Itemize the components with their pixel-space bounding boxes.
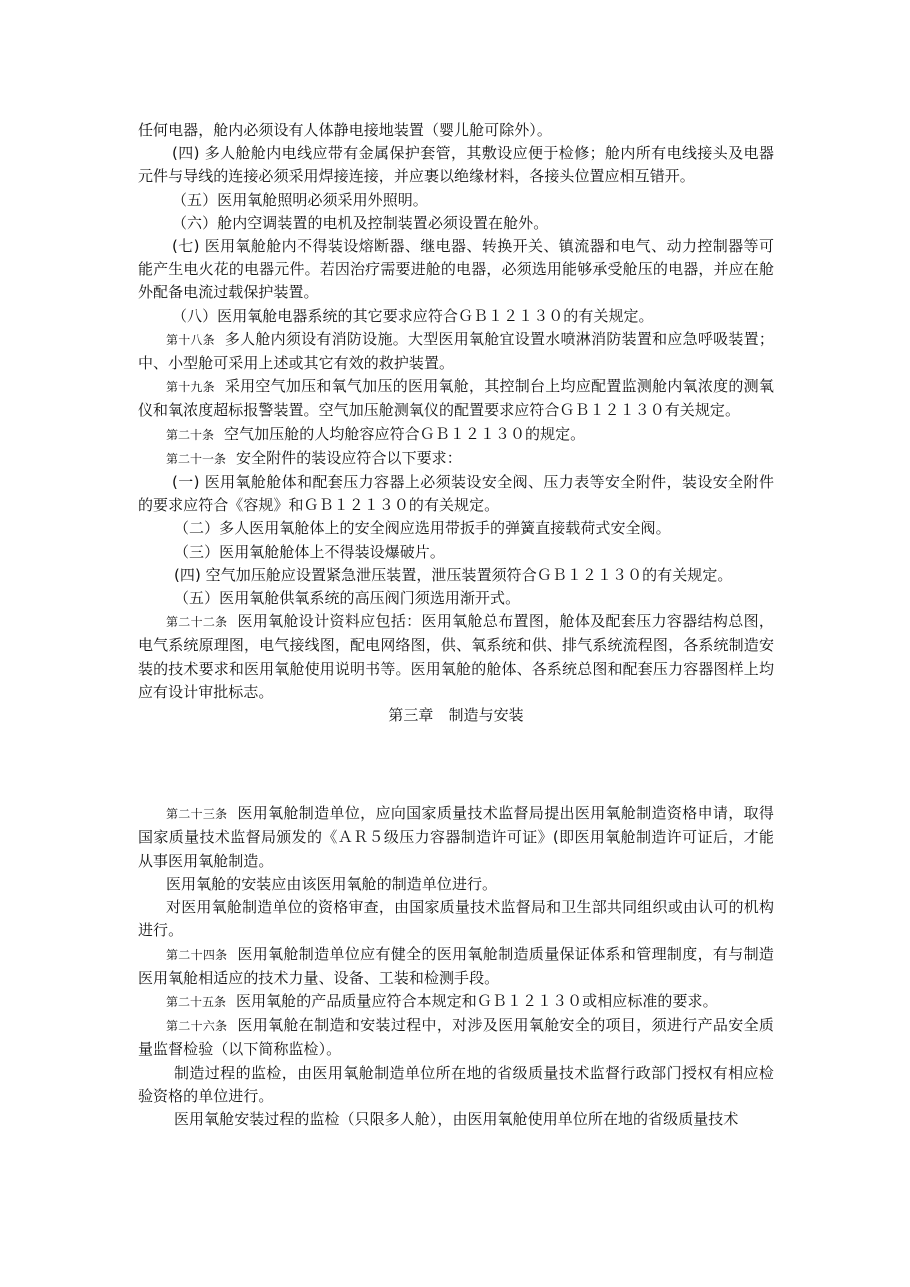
article-label: 第十八条 bbox=[166, 332, 215, 347]
list-item: (四) 空气加压舱应设置紧急泄压装置，泄压装置须符合ＧＢ１２１３０的有关规定。 bbox=[174, 565, 733, 584]
chapter-title: 第三章 制造与安装 bbox=[388, 706, 524, 725]
paragraph: (四) 多人舱舱内电线应带有金属保护套管，其敷设应便于检修；舱内所有电线接头及电器元件与导线的连接必须采用焊接连接，并应裹以绝缘材料，各接头位置应相互错开。 bbox=[138, 144, 774, 186]
article-label: 第二十四条 bbox=[166, 947, 228, 962]
article-label: 第二十条 bbox=[166, 427, 215, 442]
article-text: 医用氧舱的产品质量应符合本规定和ＧＢ１２１３０或相应标准的要求。 bbox=[236, 991, 718, 1010]
paragraph: （五）医用氧舱照明必须采用外照明。 bbox=[172, 190, 428, 209]
paragraph: 对医用氧舱制造单位的资格审查，由国家质量技术监督局和卫生部共同组织或由认可的机构进行。 bbox=[138, 898, 774, 940]
article-label: 第二十三条 bbox=[166, 807, 228, 822]
article-26 bbox=[138, 1014, 774, 1061]
article-text: 医用氧舱制造单位，应向国家质量技术监督局提出医用氧舱制造资格申请，取得国家质量技术监督局颁发的《ＡＲ５级压力容器制造许可证》(即医用氧舱制造许可证后，才能从事医用氧舱制造。 bbox=[138, 804, 774, 870]
article-21 bbox=[138, 447, 774, 471]
article-text: 医用氧舱制造单位应有健全的医用氧舱制造质量保证体系和管理制度，有与制造医用氧舱相适应的技术力量、设备、工装和检测手段。 bbox=[138, 944, 774, 987]
paragraph: （六）舱内空调装置的电机及控制装置必须设置在舱外。 bbox=[172, 213, 549, 232]
article-25 bbox=[138, 990, 774, 1014]
paragraph: 制造过程的监检，由医用氧舱制造单位所在地的省级质量技术监督行政部门授权有相应检验资格的单位进行。 bbox=[138, 1063, 774, 1105]
article-label: 第十九条 bbox=[166, 380, 215, 395]
article-24 bbox=[138, 943, 774, 990]
article-22 bbox=[138, 610, 774, 704]
article-text: 医用氧舱在制造和安装过程中，对涉及医用氧舱安全的项目，须进行产品安全质量监督检验（以下简称监检）。 bbox=[138, 1016, 774, 1059]
list-item: (一) 医用氧舱舱体和配套压力容器上必须装设安全阀、压力表等安全附件，装设安全附件的要求应符合《容规》和ＧＢ１２１３０的有关规定。 bbox=[138, 473, 774, 515]
section-spacer bbox=[138, 727, 774, 802]
article-text: 多人舱内须设有消防设施。大型医用氧舱宜设置水喷淋消防装置和应急呼吸装置；中、小型舱可采用上述或其它有效的救护装置。 bbox=[138, 329, 774, 373]
paragraph: 医用氧舱安装过程的监检（只限多人舱），由医用氧舱使用单位所在地的省级质量技术 bbox=[174, 1109, 739, 1128]
paragraph: （八）医用氧舱电器系统的其它要求应符合ＧＢ１２１３０的有关规定。 bbox=[172, 306, 654, 325]
article-20 bbox=[138, 423, 774, 447]
article-label: 第二十二条 bbox=[166, 615, 228, 630]
article-text: 安全附件的装设应符合以下要求： bbox=[236, 448, 462, 467]
article-label: 第二十一条 bbox=[166, 451, 227, 466]
paragraph: 任何电器，舱内必须设有人体静电接地装置（婴儿舱可除外）。 bbox=[138, 121, 552, 139]
paragraph: (七) 医用氧舱舱内不得装设熔断器、继电器、转换开关、镇流器和电气、动力控制器等可能产生电火花的电器元件。若因治疗需要进舱的电器，必须选用能够承受舱压的电器，并应在舱外配备电流过载保护装置。 bbox=[138, 237, 774, 302]
article-18 bbox=[138, 328, 774, 375]
article-text: 空气加压舱的人均舱容应符合ＧＢ１２１３０的规定。 bbox=[224, 424, 586, 443]
article-label: 第二十五条 bbox=[166, 994, 227, 1009]
list-item: （二）多人医用氧舱体上的安全阀应选用带扳手的弹簧直接载荷式安全阀。 bbox=[174, 519, 671, 538]
list-item: （五）医用氧舱供氧系统的高压阀门须选用渐开式。 bbox=[174, 589, 521, 608]
paragraph: 医用氧舱的安装应由该医用氧舱的制造单位进行。 bbox=[166, 874, 498, 893]
article-text: 采用空气加压和氧气加压的医用氧舱，其控制台上均应配置监测舱内氧浓度的测氧仪和氧浓度超标报警装置。空气加压舱测氧仪的配置要求应符合ＧＢ１２１３０有关规定。 bbox=[138, 377, 774, 420]
document-body bbox=[138, 119, 774, 1131]
article-23 bbox=[138, 802, 774, 873]
article-19 bbox=[138, 375, 774, 422]
list-item: （三）医用氧舱舱体上不得装设爆破片。 bbox=[174, 542, 445, 561]
article-label: 第二十六条 bbox=[166, 1019, 228, 1034]
article-text: 医用氧舱设计资料应包括：医用氧舱总布置图，舱体及配套压力容器结构总图，电气系统原理图，电气接线图，配电网络图，供、氧系统和供、排气系统流程图，各系统制造安装的技术要求和医用氧舱使用说明书等。医用氧舱的舱体、各系统总图和配套压力容器图样上均应有设计审批标志。 bbox=[138, 612, 774, 701]
